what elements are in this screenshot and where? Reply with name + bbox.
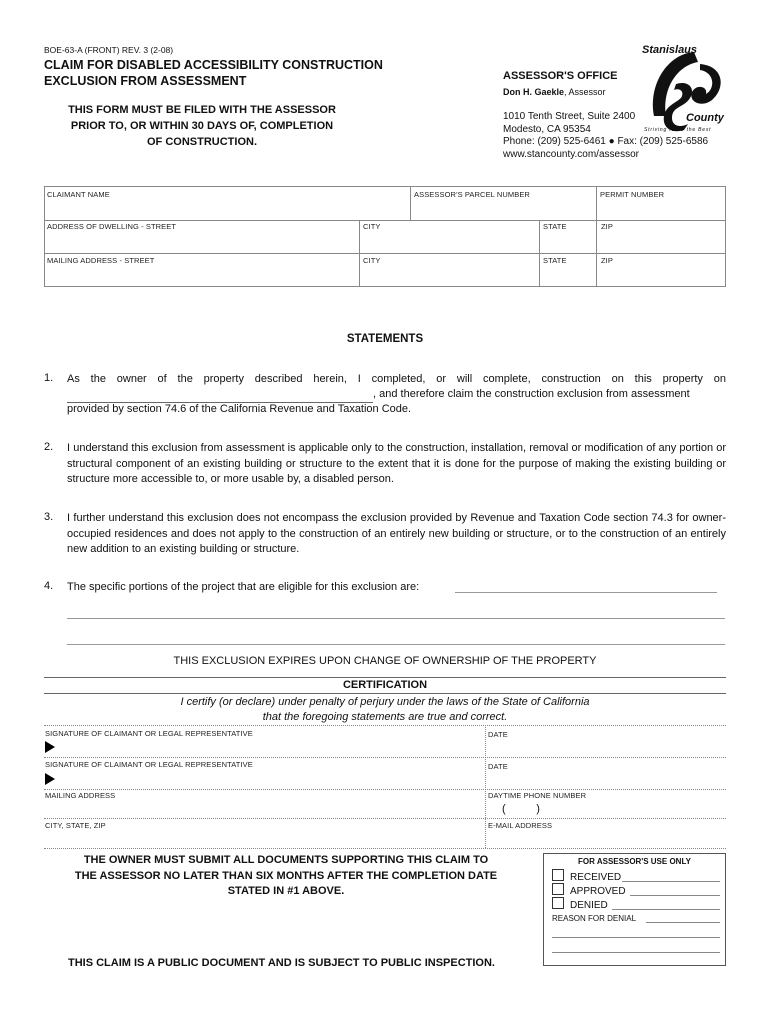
county-logo [636,44,728,134]
expires-note: THIS EXCLUSION EXPIRES UPON CHANGE OF OWNERSHIP OF THE PROPERTY [173,655,597,667]
reason-for-denial-label: REASON FOR DENIAL [552,914,637,923]
owner-note: THE OWNER MUST SUBMIT ALL DOCUMENTS SUPPORTING THIS CLAIM TO THE ASSESSOR NO LATER THAN SIX MONTHS AFTER THE COMPLETION DATE STATED IN #1 ABOVE. [74,854,498,897]
sign-here-arrow-icon [45,741,55,753]
form-title-line2: EXCLUSION FROM ASSESSMENT [44,74,247,88]
assessor-name: Don H. Gaekle, Assessor [503,87,606,97]
sign-here-arrow-icon [45,773,55,785]
eligible-portions-field-2[interactable] [67,618,725,619]
claimant-info-table [44,186,726,287]
statement-3: I further understand this exclusion does not encompass the exclusion provided by Revenue and Taxation Code section 74.3 for owner-occupied residences and does not apply to the construction of an entirely new building or structure, or to the construction of an entirely new addition to an existing building or structure. [67,512,726,555]
mailing-street-field[interactable]: MAILING ADDRESS - STREET [47,256,155,265]
signature-2-label: SIGNATURE OF CLAIMANT OR LEGAL REPRESENTATIVE [45,760,253,769]
eligible-portions-field-1[interactable] [455,592,717,593]
city-state-zip-field[interactable]: CITY, STATE, ZIP [45,821,106,830]
approved-checkbox[interactable] [552,883,564,895]
statement-2: I understand this exclusion from assessment is applicable only to the construction, installation, removal or modification of any portion or structural component of an existing building or structure to the extent that it is done for the purpose of making the existing building or structure more accessible to, or more usable by, a disabled person. [67,442,726,485]
mailing-city-field[interactable]: CITY [363,256,381,265]
logo-tagline: Striving to be the Best [644,127,712,133]
daytime-phone-field[interactable]: DAYTIME PHONE NUMBER [488,791,587,800]
received-item: RECEIVED [552,869,621,883]
claimant-name-field[interactable]: CLAIMANT NAME [47,190,110,199]
signature-2-field[interactable] [60,769,480,789]
mailing-state-field[interactable]: STATE [543,256,567,265]
statement-1-line2: , and therefore claim the construction exclusion from assessment [67,387,726,403]
dwelling-street-field[interactable]: ADDRESS OF DWELLING - STREET [47,222,177,231]
office-name: ASSESSOR'S OFFICE [503,70,618,82]
form-title-line1: CLAIM FOR DISABLED ACCESSIBILITY CONSTRUCTION [44,58,383,72]
logo-top-text: Stanislaus [642,44,698,56]
email-address-field[interactable]: E-MAIL ADDRESS [488,821,553,830]
phone-area-code: ( ) [502,803,540,815]
mailing-zip-field[interactable]: ZIP [601,256,613,265]
permit-number-field[interactable]: PERMIT NUMBER [600,190,665,199]
reason-for-denial-field[interactable] [646,922,720,923]
statements-heading: STATEMENTS [346,333,424,345]
form-id: BOE-63-A (FRONT) REV. 3 (2-08) [44,45,174,55]
date-1-field[interactable]: DATE [488,730,508,739]
mailing-address-field[interactable]: MAILING ADDRESS [45,791,116,800]
dwelling-city-field[interactable]: CITY [363,222,381,231]
received-checkbox[interactable] [552,869,564,881]
statement-1-line3: provided by section 74.6 of the California Revenue and Taxation Code. [67,403,412,415]
dwelling-state-field[interactable]: STATE [543,222,567,231]
filing-note: THIS FORM MUST BE FILED WITH THE ASSESSOR PRIOR TO, OR WITHIN 30 DAYS OF, COMPLETION OF CONSTRUCTION. [68,104,336,148]
dwelling-zip-field[interactable]: ZIP [601,222,613,231]
public-document-note: THIS CLAIM IS A PUBLIC DOCUMENT AND IS SUBJECT TO PUBLIC INSPECTION. [68,957,495,969]
completion-date-field[interactable] [67,390,373,403]
certification-heading: CERTIFICATION [342,679,428,691]
date-2-field[interactable]: DATE [488,762,508,771]
signature-1-field[interactable] [60,737,480,757]
statement-1-line1: As the owner of the property described herein, I completed, or will complete, construction on this property on [67,373,726,385]
approved-item: APPROVED [552,883,626,897]
signature-1-label: SIGNATURE OF CLAIMANT OR LEGAL REPRESENTATIVE [45,729,253,738]
denied-checkbox[interactable] [552,897,564,909]
certification-statement: I certify (or declare) under penalty of perjury under the laws of the State of California that the foregoing statements are true and correct. [180,696,590,723]
statement-4: The specific portions of the project that are eligible for this exclusion are: [67,581,420,593]
assessor-use-heading: FOR ASSESSOR'S USE ONLY [578,857,691,866]
office-address: 1010 Tenth Street, Suite 2400 Modesto, CA 95354 Phone: (209) 525-6461 ● Fax: (209) 525-6586 www.stancounty.com/assessor [503,111,709,160]
eligible-portions-field-3[interactable] [67,644,725,645]
denied-item: DENIED [552,897,608,911]
parcel-number-field[interactable]: ASSESSOR'S PARCEL NUMBER [414,190,530,199]
logo-bottom-text: County [686,112,724,124]
